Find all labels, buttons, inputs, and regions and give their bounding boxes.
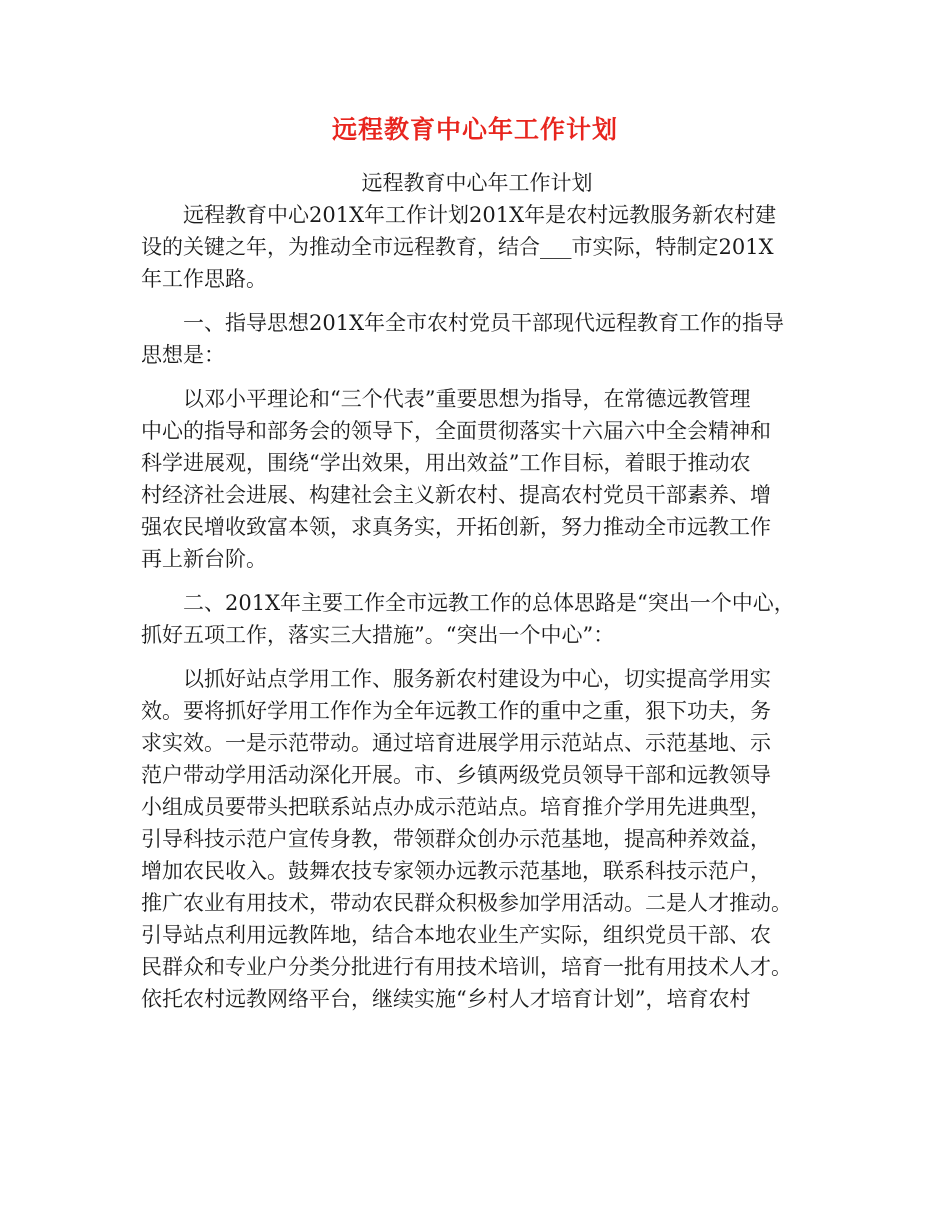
text-line: 范户带动学用活动深化开展。市、乡镇两级党员领导干部和远教领导 (141, 763, 771, 787)
text-line: 设的关键之年，为推动全市远程教育，结合___市实际，特制定201X (141, 235, 774, 259)
text-line: 中心的指导和部务会的领导下，全面贯彻落实十六届六中全会精神和 (141, 419, 771, 443)
text-line: 依托农村远教网络平台，继续实施“乡村人才培育计划”，培育农村 (141, 987, 751, 1011)
text-line: 村经济社会进展、构建社会主义新农村、提高农村党员干部素养、增 (141, 483, 771, 507)
text-line: 引导站点利用远教阵地，结合本地农业生产实际，组织党员干部、农 (141, 923, 771, 947)
text-line: 增加农民收入。鼓舞农技专家领办远教示范基地，联系科技示范户， (141, 859, 771, 883)
text-line: 推广农业有用技术，带动农民群众积极参加学用活动。二是人才推动。 (141, 891, 792, 915)
paragraph-guiding-detail (141, 383, 813, 575)
text-line: 思想是： (141, 343, 225, 367)
text-line: 小组成员要带头把联系站点办成示范站点。培育推介学用先进典型， (141, 795, 771, 819)
text-line: 以抓好站点学用工作、服务新农村建设为中心，切实提高学用实 (141, 667, 771, 691)
text-line: 一、指导思想201X年全市农村党员干部现代远程教育工作的指导 (141, 311, 785, 335)
text-line: 远程教育中心201X年工作计划201X年是农村远教服务新农村建 (141, 203, 777, 227)
text-line: 抓好五项工作，落实三大措施”。“突出一个中心”： (141, 623, 615, 647)
text-line: 以邓小平理论和“三个代表”重要思想为指导，在常德远教管理 (141, 387, 751, 411)
text-line: 效。要将抓好学用工作作为全年远教工作的重中之重，狠下功夫，务 (141, 699, 771, 723)
paragraph-guiding-thought (141, 307, 813, 371)
paragraph-main-work (141, 587, 813, 651)
text-line: 求实效。一是示范带动。通过培育进展学用示范站点、示范基地、示 (141, 731, 771, 755)
text-line: 民群众和专业户分类分批进行有用技术培训，培育一批有用技术人才。 (141, 955, 792, 979)
text-line: 二、201X年主要工作全市远教工作的总体思路是“突出一个中心， (141, 591, 795, 615)
paragraph-intro (141, 199, 813, 295)
document-subtitle: 远程教育中心年工作计划 (361, 171, 593, 195)
text-line: 引导科技示范户宣传身教，带领群众创办示范基地，提高种养效益， (141, 827, 771, 851)
paragraph-main-work-detail (141, 663, 813, 1015)
document-title: 远程教育中心年工作计划 (331, 115, 618, 144)
text-line: 再上新台阶。 (141, 547, 267, 571)
document-body (141, 167, 813, 1027)
text-line: 强农民增收致富本领，求真务实，开拓创新，努力推动全市远教工作 (141, 515, 771, 539)
text-line: 科学进展观，围绕“学出效果，用出效益”工作目标，着眼于推动农 (141, 451, 751, 475)
text-line: 年工作思路。 (141, 267, 267, 291)
